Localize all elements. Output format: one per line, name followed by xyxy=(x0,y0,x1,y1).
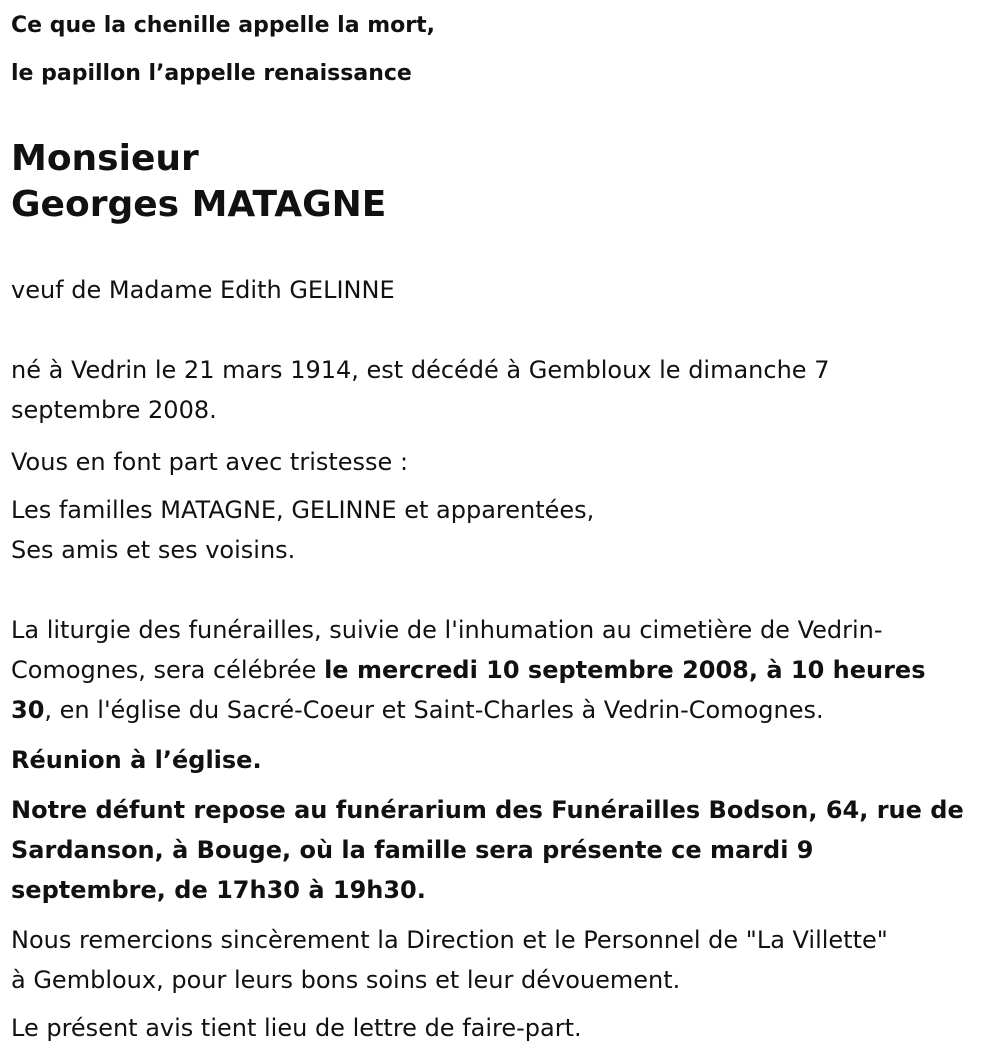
announce-intro: Vous en font part avec tristesse : xyxy=(11,448,409,476)
thanks-line-2: à Gembloux, pour leurs bons soins et leur dévouement. xyxy=(11,966,681,994)
families-paragraph xyxy=(11,490,986,570)
thanks-paragraph xyxy=(11,920,986,1000)
repose-line-3: septembre, de 17h30 à 19h30. xyxy=(11,876,426,904)
birth-death-line-1: né à Vedrin le 21 mars 1914, est décédé à Gembloux le dimanche 7 xyxy=(11,356,830,384)
liturgy-line-2-text: Comognes, sera célébrée xyxy=(11,656,325,684)
families-line-1: Les familles MATAGNE, GELINNE et apparentées, xyxy=(11,496,595,524)
deceased-title: Monsieur xyxy=(11,138,199,179)
birth-death-paragraph xyxy=(11,350,986,430)
repose-line-2: Sardanson, à Bouge, où la famille sera présente ce mardi 9 xyxy=(11,836,814,864)
thanks-line-1: Nous remercions sincèrement la Direction et le Personnel de "La Villette" xyxy=(11,926,888,954)
deceased-heading xyxy=(11,136,386,228)
families-line-2: Ses amis et ses voisins. xyxy=(11,536,296,564)
epigraph-line-1: Ce que la chenille appelle la mort, xyxy=(11,13,435,38)
deceased-name: Georges MATAGNE xyxy=(11,184,387,225)
notice-statement: Le présent avis tient lieu de lettre de faire-part. xyxy=(11,1014,582,1042)
liturgy-line-2 xyxy=(11,650,986,690)
widower-of: veuf de Madame Edith GELINNE xyxy=(11,276,395,304)
meeting-note: Réunion à l’église. xyxy=(11,746,262,774)
repose-line-1: Notre défunt repose au funérarium des Funérailles Bodson, 64, rue de xyxy=(11,796,964,824)
birth-death-line-2: septembre 2008. xyxy=(11,396,217,424)
funeral-time-minutes: 30 xyxy=(11,696,45,724)
liturgy-line-3 xyxy=(11,690,986,730)
liturgy-line-1: La liturgie des funérailles, suivie de l'inhumation au cimetière de Vedrin- xyxy=(11,616,883,644)
liturgy-line-3-text: , en l'église du Sacré-Coeur et Saint-Charles à Vedrin-Comognes. xyxy=(44,696,824,724)
repose-paragraph xyxy=(11,790,986,910)
epigraph-line-2: le papillon l’appelle renaissance xyxy=(11,61,412,86)
liturgy-paragraph xyxy=(11,610,986,730)
funeral-date: le mercredi 10 septembre 2008, à 10 heures xyxy=(324,656,926,684)
